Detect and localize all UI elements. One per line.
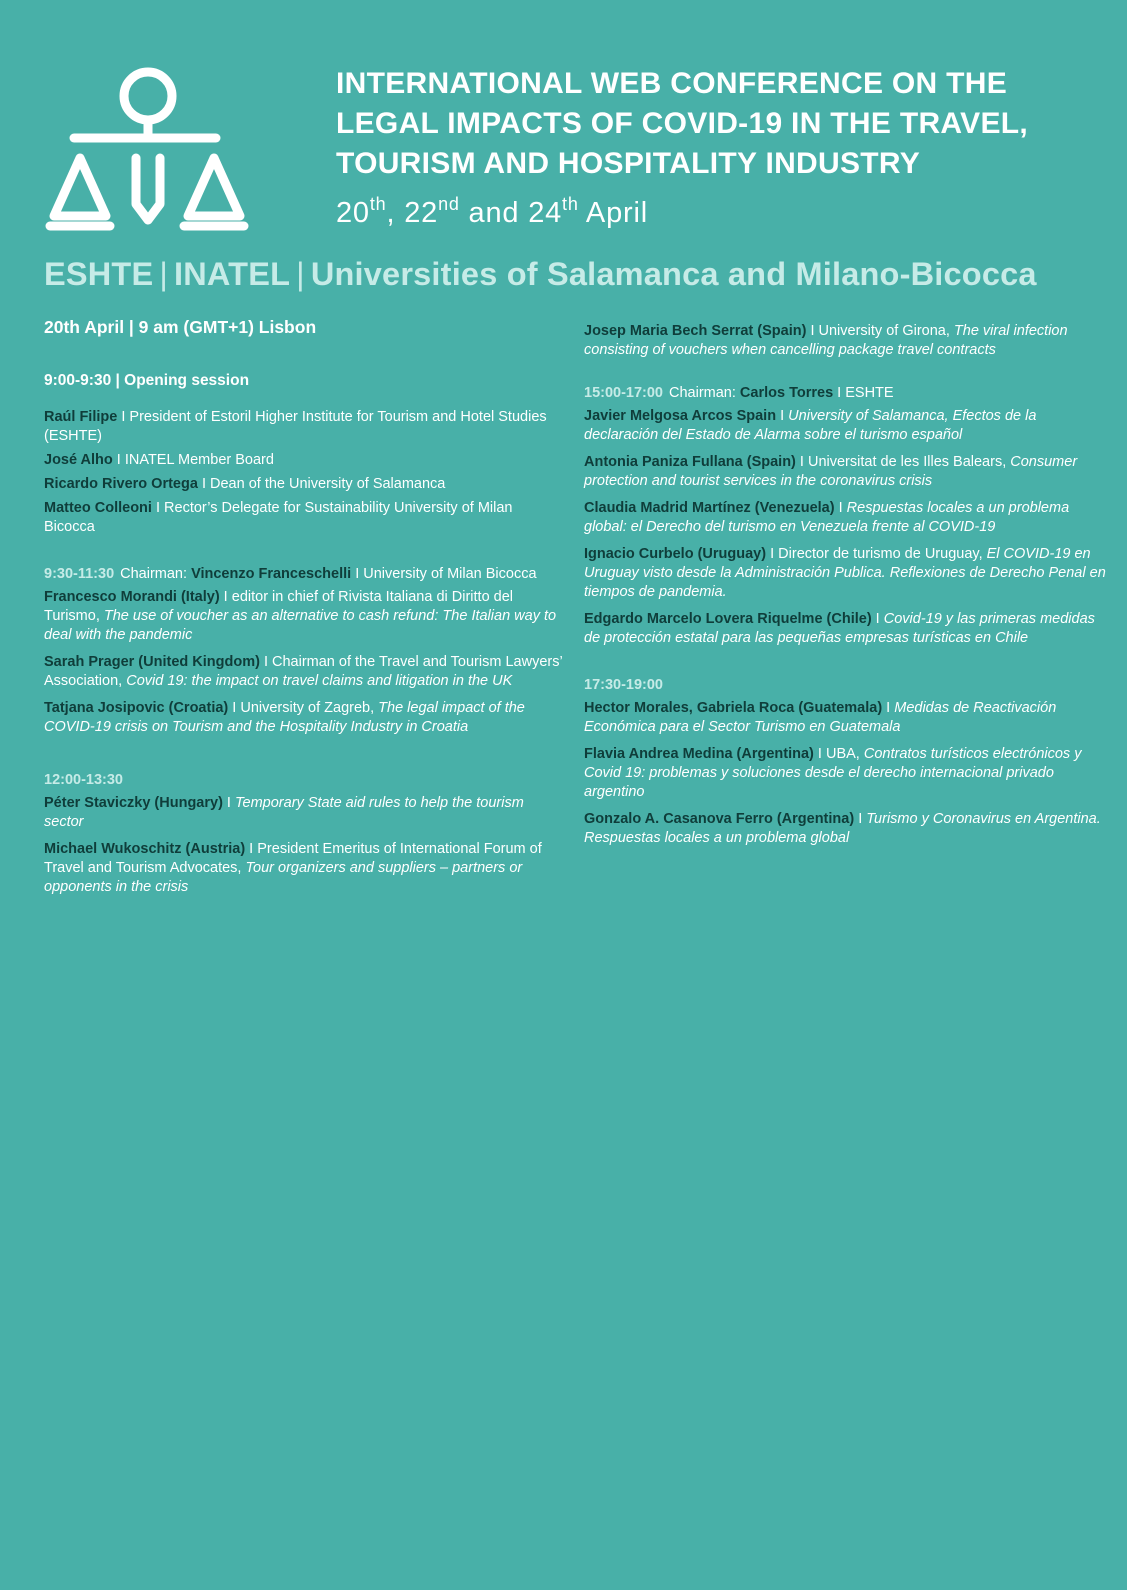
talk-topic: The viral infection consisting of vouchers when cancelling package travel contracts (584, 323, 1068, 358)
entry-separator: I (795, 454, 808, 470)
talk-topic: Medidas de Reactivación Económica para el Sector Turismo en Guatemala (584, 700, 1057, 735)
conference-dates (336, 194, 648, 230)
speaker-name: Antonia Paniza Fullana (Spain) (584, 454, 796, 470)
speaker-role: Director de turismo de Uruguay, (778, 546, 987, 562)
date-month: April (578, 197, 648, 229)
title-line: LEGAL IMPACTS OF COVID-19 IN THE TRAVEL, (336, 107, 1029, 140)
date-day: 24 (528, 197, 563, 229)
chair-label: Chairman: (669, 385, 740, 401)
talk-topic: Tour organizers and suppliers – partners or opponents in the crisis (44, 860, 523, 895)
speaker-name: Sarah Prager (United Kingdom) (44, 654, 260, 670)
speaker-name: Ignacio Curbelo (Uruguay) (584, 546, 767, 562)
organizer: Universities of Salamanca and Milano-Bicocca (310, 256, 1037, 292)
speaker-role: UBA, (825, 746, 864, 762)
entry-separator: I (259, 654, 273, 670)
organizer: ESHTE (44, 256, 154, 292)
speaker-name: Ricardo Rivero Ortega (44, 476, 198, 492)
entry-separator: I (854, 811, 867, 827)
organizers-line (44, 256, 1114, 293)
date-sep: and (459, 197, 529, 229)
talk-topic: The use of voucher as an alternative to cash refund: The Italian way to deal with the pandemic (44, 608, 557, 643)
speaker-entry (584, 610, 1109, 648)
speaker-entry (44, 408, 564, 446)
speaker-name: Tatjana Josipovic (Croatia) (44, 700, 229, 716)
entry-separator: I (833, 385, 846, 401)
talk-topic: El COVID-19 en Uruguay visto desde la Administración Publica. Reflexiones de Derecho Penal en tiempos de pandemia. (584, 546, 1106, 600)
program-right-column (584, 322, 1109, 876)
speaker-entry (44, 699, 564, 737)
session-time: 17:30-19:00 (584, 677, 663, 693)
talk-topic: Consumer protection and tourist services in the coronavirus crisis (584, 454, 1078, 489)
speaker-entry (44, 499, 564, 537)
talk-topic: Covid 19: the impact on travel claims and litigation in the UK (126, 673, 513, 689)
scales-of-justice-logo (44, 66, 252, 236)
entry-separator: I (882, 700, 895, 716)
entry-separator: I (834, 500, 847, 516)
session-afternoon (584, 384, 1109, 648)
entry-separator: I (222, 795, 235, 811)
speaker-name: Raúl Filipe (44, 409, 118, 425)
conference-title (336, 64, 1116, 184)
entry-separator: I (245, 841, 258, 857)
chair-affiliation: University of Milan Bicocca (363, 566, 537, 582)
entry-separator: I (871, 611, 884, 627)
session-evening (584, 676, 1109, 848)
speaker-role: University of Girona, (818, 323, 954, 339)
session-morning-1 (44, 565, 564, 737)
speaker-role: Rector’s Delegate for Sustainability University of Milan Bicocca (44, 500, 513, 535)
session-midday (44, 771, 564, 897)
chair-affiliation: ESHTE (845, 385, 894, 401)
date-suffix: th (562, 194, 579, 214)
speaker-entry (44, 588, 564, 645)
speaker-name: Michael Wukoschitz (Austria) (44, 841, 246, 857)
speaker-name: José Alho (44, 452, 113, 468)
talk-topic: The legal impact of the COVID-19 crisis on Tourism and the Hospitality Industry in Croatia (44, 700, 525, 735)
talk-topic: Temporary State aid rules to help the tourism sector (44, 795, 524, 830)
speaker-entry (584, 545, 1109, 602)
talk-topic: Turismo y Coronavirus en Argentina. Respuestas locales a un problema global (584, 811, 1101, 846)
session-time: 15:00-17:00 (584, 385, 663, 401)
speaker-role: editor in chief of Rivista Italiana di Diritto del Turismo, (44, 589, 514, 624)
date-day: 22 (404, 197, 439, 229)
speaker-role: President of Estoril Higher Institute for Tourism and Hotel Studies (ESHTE) (44, 409, 547, 444)
organizer-separator: | (296, 256, 305, 292)
title-line: INTERNATIONAL WEB CONFERENCE ON THE (336, 67, 1008, 100)
entry-separator: I (219, 589, 232, 605)
program-left-column (44, 318, 564, 925)
organizer: INATEL (174, 256, 291, 292)
speaker-entry (584, 322, 1109, 360)
continued-entry (584, 322, 1109, 360)
session-time: 12:00-13:30 (44, 772, 123, 788)
speaker-name: Flavia Andrea Medina (Argentina) (584, 746, 814, 762)
entry-separator: I (112, 452, 125, 468)
entry-separator: I (151, 500, 165, 516)
speaker-name: Gonzalo A. Casanova Ferro (Argentina) (584, 811, 855, 827)
entry-separator: I (197, 476, 211, 492)
session-time-line (44, 771, 564, 790)
speaker-name: Claudia Madrid Martínez (Venezuela) (584, 500, 835, 516)
day-heading: 20th April | 9 am (GMT+1) Lisbon (44, 317, 317, 337)
speaker-entry (584, 745, 1109, 802)
date-suffix: nd (438, 194, 460, 214)
date-suffix: th (369, 194, 387, 214)
session-heading: 9:00-9:30 | Opening session (44, 372, 250, 389)
speaker-name: Matteo Colleoni (44, 500, 152, 516)
entry-separator: I (117, 409, 130, 425)
session-time: 9:30-11:30 (44, 566, 115, 582)
talk-topic: Contratos turísticos electrónicos y Covid 19: problemas y soluciones desde el derecho internacional privado argentino (584, 746, 1082, 800)
organizer-separator: | (159, 256, 169, 292)
speaker-entry (44, 794, 564, 832)
speaker-entry (44, 451, 564, 470)
speaker-entry (44, 840, 564, 897)
speaker-entry (584, 453, 1109, 491)
entry-separator: I (813, 746, 826, 762)
speaker-name: Javier Melgosa Arcos Spain (584, 408, 777, 424)
speaker-name: Josep Maria Bech Serrat (Spain) (584, 323, 807, 339)
entry-separator: I (776, 408, 789, 424)
speaker-name: Péter Staviczky (Hungary) (44, 795, 223, 811)
date-sep: , (386, 197, 405, 229)
chair-name: Carlos Torres (739, 385, 834, 401)
talk-topic: University of Salamanca, Efectos de la declaración del Estado de Alarma sobre el turismo español (584, 408, 1037, 443)
speaker-role: President Emeritus of International Forum of Travel and Tourism Advocates, (44, 841, 542, 876)
entry-separator: I (806, 323, 819, 339)
session-time-line (584, 676, 1109, 695)
chair-name: Vincenzo Franceschelli (191, 566, 352, 582)
chair-label: Chairman: (120, 566, 192, 582)
talk-topic: Respuestas locales a un problema global: el Derecho del turismo en Venezuela frente al COVID-19 (584, 500, 1070, 535)
speaker-role: Dean of the University of Salamanca (210, 476, 446, 492)
speaker-entry (584, 699, 1109, 737)
title-line: TOURISM AND HOSPITALITY INDUSTRY (336, 147, 921, 180)
speaker-name: Edgardo Marcelo Lovera Riquelme (Chile) (584, 611, 872, 627)
session-chair-line (584, 384, 1109, 403)
speaker-entry (584, 499, 1109, 537)
speaker-entry (584, 810, 1109, 848)
speaker-name: Hector Morales, Gabriela Roca (Guatemala) (584, 700, 883, 716)
entry-separator: I (351, 566, 364, 582)
speaker-role: Universitat de les Illes Balears, (807, 454, 1011, 470)
entry-separator: I (228, 700, 241, 716)
entry-separator: I (766, 546, 779, 562)
speaker-entry (584, 407, 1109, 445)
speaker-entry (44, 475, 564, 494)
speaker-role: Chairman of the Travel and Tourism Lawyers’ Association, (44, 654, 563, 689)
speaker-role: INATEL Member Board (124, 452, 274, 468)
opening-session (44, 371, 564, 537)
date-day: 20 (336, 197, 370, 229)
speaker-name: Francesco Morandi (Italy) (44, 589, 220, 605)
talk-topic: Covid-19 y las primeras medidas de protección estatal para las pequeñas empresas turísticas en Chile (584, 611, 1095, 646)
speaker-role: University of Zagreb, (240, 700, 379, 716)
speaker-entry (44, 653, 564, 691)
session-chair-line (44, 565, 564, 584)
